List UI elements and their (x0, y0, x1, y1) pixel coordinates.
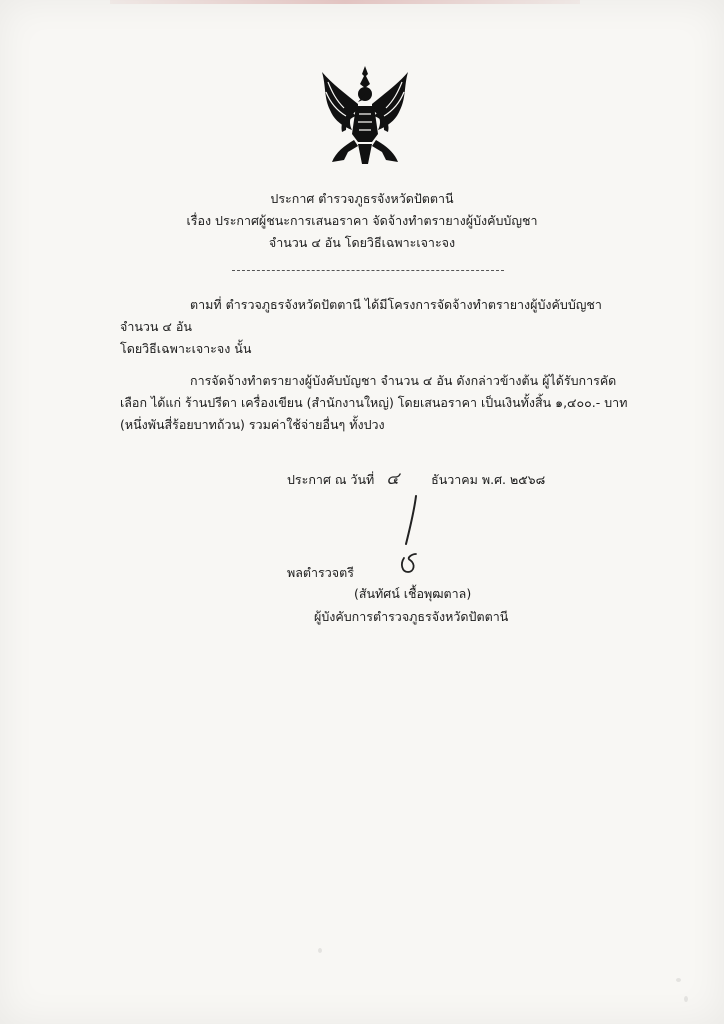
document-body (120, 294, 640, 436)
header-line-title: ประกาศ ตำรวจภูธรจังหวัดปัตตานี (270, 191, 454, 206)
body-paragraph-1-line-1: ตามที่ ตำรวจภูธรจังหวัดปัตตานี ได้มีโครงการจัดจ้างทำตรายางผู้บังคับบัญชา จำนวน ๔ อัน (120, 297, 602, 334)
scan-speck (676, 978, 681, 982)
scan-speck (318, 948, 322, 953)
signer-title: ผู้บังคับการตำรวจภูธรจังหวัดปัตตานี (314, 609, 509, 624)
garuda-emblem-icon (318, 64, 412, 168)
document-header (0, 188, 724, 254)
announcement-date (287, 468, 545, 491)
signer-rank: พลตำรวจตรี (287, 565, 354, 580)
announcement-prefix: ประกาศ ณ วันที่ (287, 472, 375, 487)
header-divider (232, 270, 504, 271)
announcement-month-year: ธันวาคม พ.ศ. ๒๕๖๘ (431, 472, 546, 487)
scan-speck (684, 996, 688, 1002)
body-paragraph-2: การจัดจ้างทำตรายางผู้บังคับบัญชา จำนวน ๔ อัน ดังกล่าวข้างต้น ผู้ได้รับการคัดเลือก ได้แก่ ร้านปรีดา เครื่องเขียน (สำนักงานใหญ่) โดยเสนอราคา เป็นเงินทั้งสิ้น ๑,๔๐๐.- บาท (หนึ่งพันสี่ร้อยบาทถ้วน) รวมค่าใช้จ่ายอื่นๆ ทั้งปวง (120, 373, 628, 432)
header-line-quantity: จำนวน ๔ อัน โดยวิธีเฉพาะเจาะจง (268, 235, 456, 250)
scan-edge-mark (110, 0, 580, 4)
header-line-subject: เรื่อง ประกาศผู้ชนะการเสนอราคา จัดจ้างทำตรายางผู้บังคับบัญชา (186, 213, 538, 228)
handwritten-day: ๔ (386, 469, 400, 489)
signer-name: (สันทัศน์ เชื้อพุฒตาล) (354, 586, 472, 601)
handwritten-signature-icon (386, 492, 436, 578)
body-paragraph-1-line-2: โดยวิธีเฉพาะเจาะจง นั้น (120, 341, 252, 356)
